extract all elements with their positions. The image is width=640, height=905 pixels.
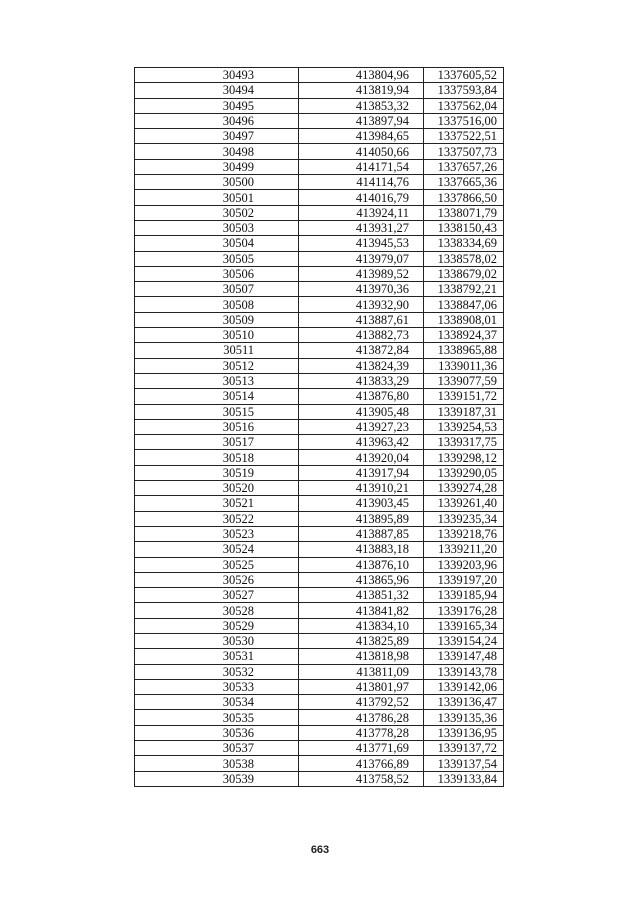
x-coordinate-cell: 413895,89	[299, 511, 424, 526]
point-id-cell: 30523	[135, 526, 299, 541]
y-coordinate-cell: 1338965,88	[424, 343, 504, 358]
table-row	[135, 526, 504, 541]
point-id-cell: 30507	[135, 282, 299, 297]
table-row	[135, 159, 504, 174]
y-coordinate-cell: 1339235,34	[424, 511, 504, 526]
y-coordinate-cell: 1339261,40	[424, 496, 504, 511]
y-coordinate-cell: 1338679,02	[424, 266, 504, 281]
point-id-cell: 30529	[135, 618, 299, 633]
x-coordinate-cell: 413917,94	[299, 465, 424, 480]
point-id-cell: 30533	[135, 679, 299, 694]
point-id-cell: 30503	[135, 220, 299, 235]
table-row	[135, 603, 504, 618]
point-id-cell: 30511	[135, 343, 299, 358]
y-coordinate-cell: 1339176,28	[424, 603, 504, 618]
y-coordinate-cell: 1339143,78	[424, 664, 504, 679]
point-id-cell: 30514	[135, 389, 299, 404]
y-coordinate-cell: 1339136,47	[424, 695, 504, 710]
x-coordinate-cell: 413984,65	[299, 129, 424, 144]
y-coordinate-cell: 1339218,76	[424, 526, 504, 541]
y-coordinate-cell: 1339011,36	[424, 358, 504, 373]
table-row	[135, 83, 504, 98]
point-id-cell: 30524	[135, 542, 299, 557]
y-coordinate-cell: 1339274,28	[424, 481, 504, 496]
x-coordinate-cell: 413979,07	[299, 251, 424, 266]
x-coordinate-cell: 413989,52	[299, 266, 424, 281]
point-id-cell: 30500	[135, 175, 299, 190]
y-coordinate-cell: 1339203,96	[424, 557, 504, 572]
table-row	[135, 144, 504, 159]
table-row	[135, 282, 504, 297]
point-id-cell: 30498	[135, 144, 299, 159]
table-row	[135, 328, 504, 343]
x-coordinate-cell: 413801,97	[299, 679, 424, 694]
x-coordinate-cell: 413824,39	[299, 358, 424, 373]
table-row	[135, 129, 504, 144]
x-coordinate-cell: 414016,79	[299, 190, 424, 205]
x-coordinate-cell: 413883,18	[299, 542, 424, 557]
y-coordinate-cell: 1337665,36	[424, 175, 504, 190]
point-id-cell: 30505	[135, 251, 299, 266]
x-coordinate-cell: 414114,76	[299, 175, 424, 190]
y-coordinate-cell: 1337657,26	[424, 159, 504, 174]
table-row	[135, 725, 504, 740]
point-id-cell: 30531	[135, 649, 299, 664]
x-coordinate-cell: 413853,32	[299, 98, 424, 113]
x-coordinate-cell: 413792,52	[299, 695, 424, 710]
x-coordinate-cell: 413910,21	[299, 481, 424, 496]
table-row	[135, 389, 504, 404]
table-row	[135, 220, 504, 235]
x-coordinate-cell: 413924,11	[299, 205, 424, 220]
y-coordinate-cell: 1337562,04	[424, 98, 504, 113]
page-number: 663	[310, 844, 330, 856]
table-row	[135, 251, 504, 266]
table-row	[135, 542, 504, 557]
point-id-cell: 30510	[135, 328, 299, 343]
y-coordinate-cell: 1339154,24	[424, 633, 504, 648]
y-coordinate-cell: 1338792,21	[424, 282, 504, 297]
table-row	[135, 98, 504, 113]
table-row	[135, 312, 504, 327]
table-row	[135, 481, 504, 496]
table-row	[135, 633, 504, 648]
point-id-cell: 30520	[135, 481, 299, 496]
point-id-cell: 30535	[135, 710, 299, 725]
y-coordinate-cell: 1338908,01	[424, 312, 504, 327]
y-coordinate-cell: 1337593,84	[424, 83, 504, 98]
point-id-cell: 30499	[135, 159, 299, 174]
x-coordinate-cell: 413927,23	[299, 419, 424, 434]
y-coordinate-cell: 1339185,94	[424, 588, 504, 603]
x-coordinate-cell: 413758,52	[299, 771, 424, 786]
x-coordinate-cell: 413872,84	[299, 343, 424, 358]
point-id-cell: 30537	[135, 741, 299, 756]
x-coordinate-cell: 413897,94	[299, 113, 424, 128]
x-coordinate-cell: 413819,94	[299, 83, 424, 98]
table-row	[135, 236, 504, 251]
table-row	[135, 68, 504, 83]
table-row	[135, 113, 504, 128]
point-id-cell: 30508	[135, 297, 299, 312]
x-coordinate-cell: 413851,32	[299, 588, 424, 603]
point-id-cell: 30538	[135, 756, 299, 771]
x-coordinate-cell: 413804,96	[299, 68, 424, 83]
x-coordinate-cell: 413833,29	[299, 373, 424, 388]
x-coordinate-cell: 413811,09	[299, 664, 424, 679]
point-id-cell: 30493	[135, 68, 299, 83]
table-row	[135, 358, 504, 373]
point-id-cell: 30515	[135, 404, 299, 419]
point-id-cell: 30526	[135, 572, 299, 587]
x-coordinate-cell: 413931,27	[299, 220, 424, 235]
table-row	[135, 695, 504, 710]
x-coordinate-cell: 413887,85	[299, 526, 424, 541]
table-row	[135, 266, 504, 281]
table-row	[135, 756, 504, 771]
y-coordinate-cell: 1339136,95	[424, 725, 504, 740]
x-coordinate-cell: 413771,69	[299, 741, 424, 756]
table-row	[135, 557, 504, 572]
point-id-cell: 30530	[135, 633, 299, 648]
x-coordinate-cell: 413887,61	[299, 312, 424, 327]
y-coordinate-cell: 1338924,37	[424, 328, 504, 343]
point-id-cell: 30539	[135, 771, 299, 786]
point-id-cell: 30509	[135, 312, 299, 327]
table-row	[135, 496, 504, 511]
point-id-cell: 30518	[135, 450, 299, 465]
y-coordinate-cell: 1339137,54	[424, 756, 504, 771]
y-coordinate-cell: 1339151,72	[424, 389, 504, 404]
table-row	[135, 710, 504, 725]
point-id-cell: 30534	[135, 695, 299, 710]
y-coordinate-cell: 1339165,34	[424, 618, 504, 633]
x-coordinate-cell: 413766,89	[299, 756, 424, 771]
table-row	[135, 297, 504, 312]
y-coordinate-cell: 1339317,75	[424, 435, 504, 450]
point-id-cell: 30527	[135, 588, 299, 603]
point-id-cell: 30522	[135, 511, 299, 526]
y-coordinate-cell: 1339147,48	[424, 649, 504, 664]
table-row	[135, 175, 504, 190]
table-row	[135, 343, 504, 358]
table-row	[135, 679, 504, 694]
table-row	[135, 190, 504, 205]
y-coordinate-cell: 1339211,20	[424, 542, 504, 557]
y-coordinate-cell: 1339254,53	[424, 419, 504, 434]
y-coordinate-cell: 1338578,02	[424, 251, 504, 266]
y-coordinate-cell: 1339290,05	[424, 465, 504, 480]
point-id-cell: 30494	[135, 83, 299, 98]
point-id-cell: 30536	[135, 725, 299, 740]
y-coordinate-cell: 1338334,69	[424, 236, 504, 251]
point-id-cell: 30497	[135, 129, 299, 144]
table-row	[135, 741, 504, 756]
point-id-cell: 30495	[135, 98, 299, 113]
table-row	[135, 450, 504, 465]
x-coordinate-cell: 413932,90	[299, 297, 424, 312]
table-row	[135, 588, 504, 603]
y-coordinate-cell: 1338847,06	[424, 297, 504, 312]
table-row	[135, 373, 504, 388]
point-id-cell: 30512	[135, 358, 299, 373]
table-row	[135, 419, 504, 434]
y-coordinate-cell: 1337507,73	[424, 144, 504, 159]
x-coordinate-cell: 413818,98	[299, 649, 424, 664]
point-id-cell: 30532	[135, 664, 299, 679]
y-coordinate-cell: 1339187,31	[424, 404, 504, 419]
y-coordinate-cell: 1338071,79	[424, 205, 504, 220]
point-id-cell: 30521	[135, 496, 299, 511]
x-coordinate-cell: 413865,96	[299, 572, 424, 587]
table-row	[135, 404, 504, 419]
coordinates-table	[134, 67, 504, 787]
point-id-cell: 30519	[135, 465, 299, 480]
x-coordinate-cell: 413834,10	[299, 618, 424, 633]
x-coordinate-cell: 413882,73	[299, 328, 424, 343]
x-coordinate-cell: 413876,10	[299, 557, 424, 572]
y-coordinate-cell: 1337605,52	[424, 68, 504, 83]
y-coordinate-cell: 1338150,43	[424, 220, 504, 235]
x-coordinate-cell: 413778,28	[299, 725, 424, 740]
y-coordinate-cell: 1339142,06	[424, 679, 504, 694]
point-id-cell: 30525	[135, 557, 299, 572]
x-coordinate-cell: 413825,89	[299, 633, 424, 648]
x-coordinate-cell: 413903,45	[299, 496, 424, 511]
y-coordinate-cell: 1337522,51	[424, 129, 504, 144]
x-coordinate-cell: 413786,28	[299, 710, 424, 725]
x-coordinate-cell: 414171,54	[299, 159, 424, 174]
point-id-cell: 30528	[135, 603, 299, 618]
x-coordinate-cell: 413970,36	[299, 282, 424, 297]
table-row	[135, 771, 504, 786]
y-coordinate-cell: 1337866,50	[424, 190, 504, 205]
table-row	[135, 649, 504, 664]
x-coordinate-cell: 413876,80	[299, 389, 424, 404]
x-coordinate-cell: 414050,66	[299, 144, 424, 159]
table-row	[135, 572, 504, 587]
point-id-cell: 30513	[135, 373, 299, 388]
y-coordinate-cell: 1339137,72	[424, 741, 504, 756]
point-id-cell: 30516	[135, 419, 299, 434]
table-row	[135, 511, 504, 526]
y-coordinate-cell: 1339197,20	[424, 572, 504, 587]
point-id-cell: 30517	[135, 435, 299, 450]
point-id-cell: 30496	[135, 113, 299, 128]
x-coordinate-cell: 413963,42	[299, 435, 424, 450]
coordinates-table-body	[135, 68, 504, 787]
x-coordinate-cell: 413841,82	[299, 603, 424, 618]
x-coordinate-cell: 413905,48	[299, 404, 424, 419]
x-coordinate-cell: 413920,04	[299, 450, 424, 465]
y-coordinate-cell: 1339135,36	[424, 710, 504, 725]
table-row	[135, 465, 504, 480]
y-coordinate-cell: 1339077,59	[424, 373, 504, 388]
y-coordinate-cell: 1337516,00	[424, 113, 504, 128]
table-row	[135, 435, 504, 450]
table-row	[135, 205, 504, 220]
point-id-cell: 30506	[135, 266, 299, 281]
y-coordinate-cell: 1339298,12	[424, 450, 504, 465]
x-coordinate-cell: 413945,53	[299, 236, 424, 251]
point-id-cell: 30504	[135, 236, 299, 251]
table-row	[135, 664, 504, 679]
point-id-cell: 30501	[135, 190, 299, 205]
point-id-cell: 30502	[135, 205, 299, 220]
y-coordinate-cell: 1339133,84	[424, 771, 504, 786]
table-row	[135, 618, 504, 633]
